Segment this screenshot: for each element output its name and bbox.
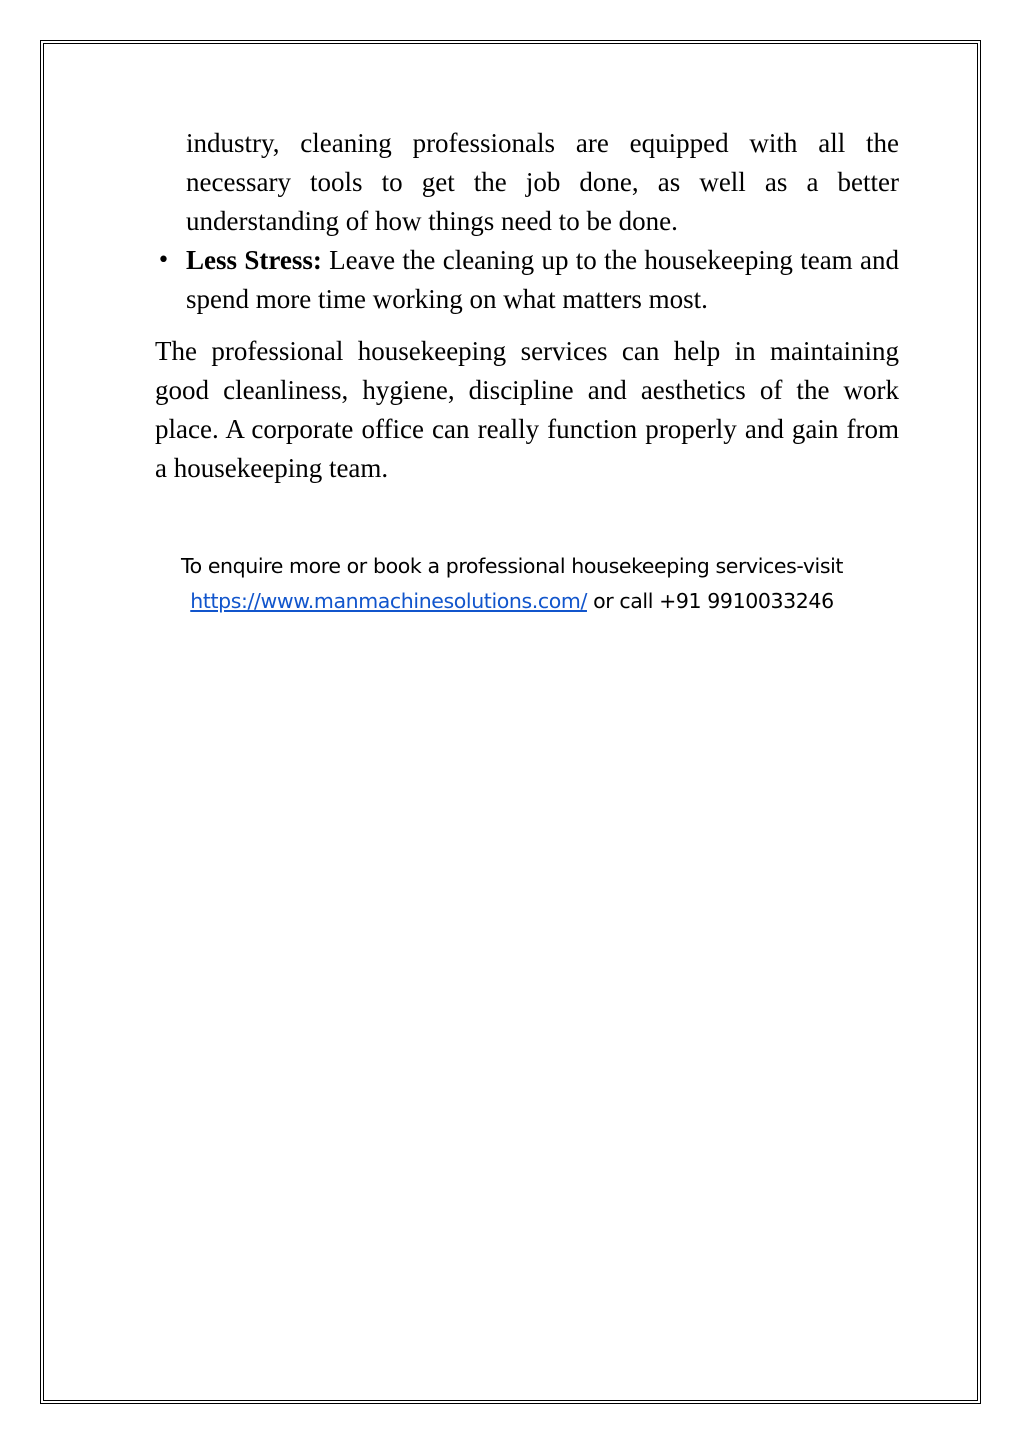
bullet-continuation-text: industry, cleaning professionals are equipped with all the necessary tools to get the job done, as well as a better understanding of how things need to be done. — [186, 128, 899, 236]
contact-block — [150, 549, 874, 619]
bullet-label: Less Stress: — [186, 245, 322, 275]
bullet-text: Leave the cleaning up to the housekeeping team and spend more time working on what matters most. — [186, 245, 899, 314]
website-link[interactable]: https://www.manmachinesolutions.com/ — [190, 589, 587, 613]
phone-text: or call +91 9910033246 — [586, 589, 834, 613]
contact-line-2 — [150, 584, 874, 619]
bullet-item-less-stress — [155, 241, 899, 319]
bullet-dot-icon: • — [157, 248, 170, 273]
body-paragraph: The professional housekeeping services can help in maintaining good cleanliness, hygiene, discipline and aesthetics of the work place. A corporate office can really function properly and gain from a housekeeping team. — [155, 336, 899, 483]
contact-line-1: To enquire more or book a professional housekeeping services-visit — [180, 554, 844, 578]
document-body — [155, 124, 899, 488]
